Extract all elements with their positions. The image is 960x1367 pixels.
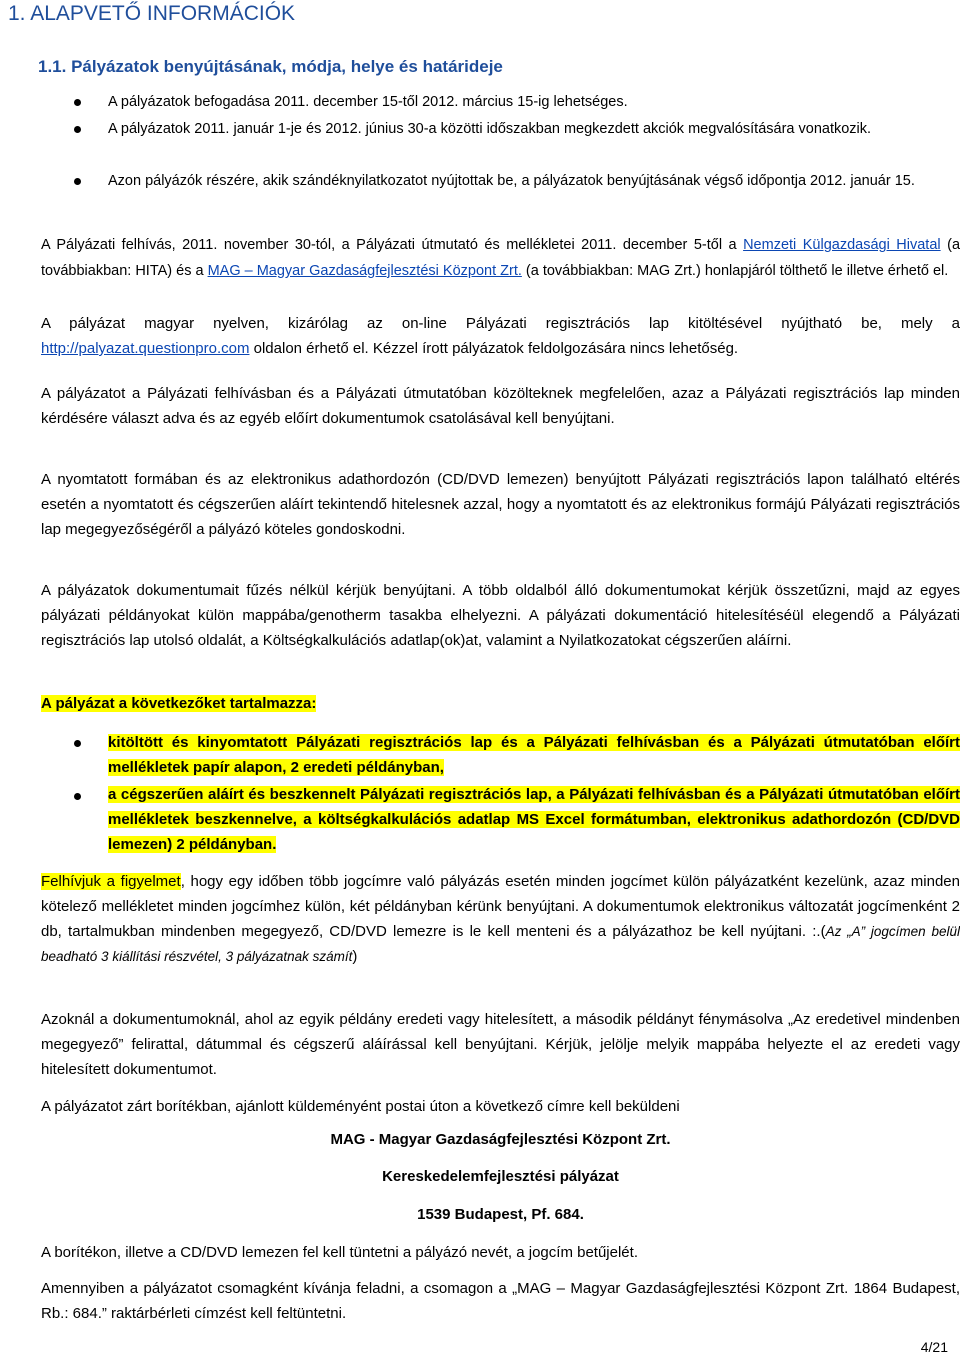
bold-bullet-item: a cégszerűen aláírt és beszkennelt Pályázati regisztrációs lap, a Pályázati felhívásban és a Pályázati útmutatóban előírt mellékletek beszkennelve, a költségkalkulációs adatlap MS Excel formátumban, elektronikus adathordozón (CD/DVD lemezen) 2 példányban. bbox=[108, 786, 960, 853]
contains-heading: A pályázat a következőket tartalmazza: bbox=[41, 695, 317, 712]
bullet-dot-icon bbox=[74, 126, 81, 133]
paragraph-copies: Azoknál a dokumentumoknál, ahol az egyik példány eredeti vagy hitelesített, a második példányt fénymásolva „Az eredetivel mindenben megegyező” felirattal, dátummal és cégszerű aláírással kell benyújtani. Kérjük, jelölje melyik mappába helyezte el az eredeti vagy hitelesített dokumentumot. bbox=[41, 1011, 960, 1078]
paragraph-info-sources: A Pályázati felhívás, 2011. november 30-tól, a Pályázati útmutató és mellékletei 2011. december 5-től a Nemzeti Külgazdasági Hivatal (a továbbiakban: HITA) és a MAG – Magyar Gazdaságfejlesztési Központ Zrt. (a továbbiakban: MAG Zrt.) honlapjáról tölthető le illetve érhető el. bbox=[41, 237, 960, 279]
paragraph-mailing: A pályázatot zárt borítékban, ajánlott küldeményént postai úton a következő címre kell beküldeni bbox=[41, 1098, 680, 1115]
paragraph-discrepancy: A nyomtatott formában és az elektronikus adathordozón (CD/DVD lemezen) benyújtott Pályázati regisztrációs lapon található eltérés esetén a nyomtatott és cégszerűen aláírt tekintendő hitelesnek azzal, hogy a nyomtatott és az elektronikus formájú Pályázati regisztrációs lap megegyezőségéről a pályázó köteles gondoskodni. bbox=[41, 471, 960, 538]
address-line: 1539 Budapest, Pf. 684. bbox=[417, 1206, 584, 1223]
bullet-dot-icon bbox=[74, 99, 81, 106]
bullet-dot-icon bbox=[74, 793, 81, 800]
paragraph-online-submission: A pályázat magyar nyelven, kizárólag az on-line Pályázati regisztrációs lap kitöltésével nyújtható be, mely a http://palyazat.questionpro.com oldalon érhető el. Kézzel írott pályázatok feldolgozására nincs lehetőség. bbox=[41, 315, 960, 357]
paragraph-submission-rules: A pályázatot a Pályázati felhívásban és a Pályázati útmutatóban közölteknek megfelelően, azaz a Pályázati regisztrációs lap minden kérdésére választ adva és az egyéb előírt dokumentumok csatolásával kell benyújtani. bbox=[41, 385, 960, 427]
paragraph-envelope: A borítékon, illetve a CD/DVD lemezen fel kell tüntetni a pályázó nevét, a jogcím betűjelét. bbox=[41, 1244, 638, 1261]
bullet-item: A pályázatok 2011. január 1-je és 2012. június 30-a közötti időszakban megkezdett akciók megvalósítására vonatkozik. bbox=[108, 121, 872, 137]
paragraph-binding: A pályázatok dokumentumait fűzés nélkül kérjük benyújtani. A több oldalból álló dokumentumokat kérjük összetűzni, majd az egyes pályázati példányokat külön mappába/genotherm tasakba elhelyezni. A pályázati dokumentáció hitelesítéséül elegendő a Pályázati regisztrációs lap utolsó oldalát, a Költségkalkulációs adatlap(ok)at, valamint a Nyilatkozatokat cégszerűen aláírni. bbox=[41, 582, 960, 649]
address-line: MAG - Magyar Gazdaságfejlesztési Központ Zrt. bbox=[330, 1131, 671, 1148]
bullet-item: Azon pályázók részére, akik szándéknyilatkozatot nyújtottak be, a pályázatok benyújtásának végső időpontja 2012. január 15. bbox=[108, 173, 915, 189]
bullet-dot-icon bbox=[74, 178, 81, 185]
paragraph-package: Amennyiben a pályázatot csomagként kívánja feladni, a csomagon a „MAG – Magyar Gazdaságfejlesztési Központ Zrt. 1864 Budapest, Rb.: 684.” raktárbérleti címzést kell feltüntetni. bbox=[41, 1280, 960, 1322]
questionpro-link[interactable]: http://palyazat.questionpro.com bbox=[41, 340, 250, 357]
mag-link[interactable]: MAG – Magyar Gazdaságfejlesztési Központ Zrt. bbox=[207, 263, 522, 279]
bold-bullet-item: kitöltött és kinyomtatott Pályázati regisztrációs lap és a Pályázati felhívásban és a Pályázati útmutatóban előírt mellékletek papír alapon, 2 eredeti példányban, bbox=[108, 734, 960, 776]
heading-2: 1.1. Pályázatok benyújtásának, módja, helye és határideje bbox=[38, 57, 503, 76]
paragraph-attention: Felhívjuk a figyelmet, hogy egy időben több jogcímre való pályázás esetén minden jogcímet külön pályázatként kezelünk, azaz minden kötelező mellékletet minden jogcímhez külön, két példányban kérünk benyújtani. A dokumentumok elektronikus változatát jogcímenként 2 db, tartalmukban mindenben megegyező, CD/DVD lemezre is le kell menteni és a pályázathoz be kell nyújtani. :.(Az „A” jogcímen belül beadható 3 kiállítási részvétel, 3 pályázatnak számít) bbox=[41, 873, 960, 965]
bullet-dot-icon bbox=[74, 740, 81, 747]
bullet-item: A pályázatok befogadása 2011. december 15-től 2012. március 15-ig lehetséges. bbox=[108, 94, 628, 110]
page-number: 4/21 bbox=[920, 1339, 948, 1355]
heading-1: 1. ALAPVETŐ INFORMÁCIÓK bbox=[8, 2, 296, 25]
hita-link[interactable]: Nemzeti Külgazdasági Hivatal bbox=[743, 237, 941, 253]
address-line: Kereskedelemfejlesztési pályázat bbox=[382, 1168, 619, 1185]
